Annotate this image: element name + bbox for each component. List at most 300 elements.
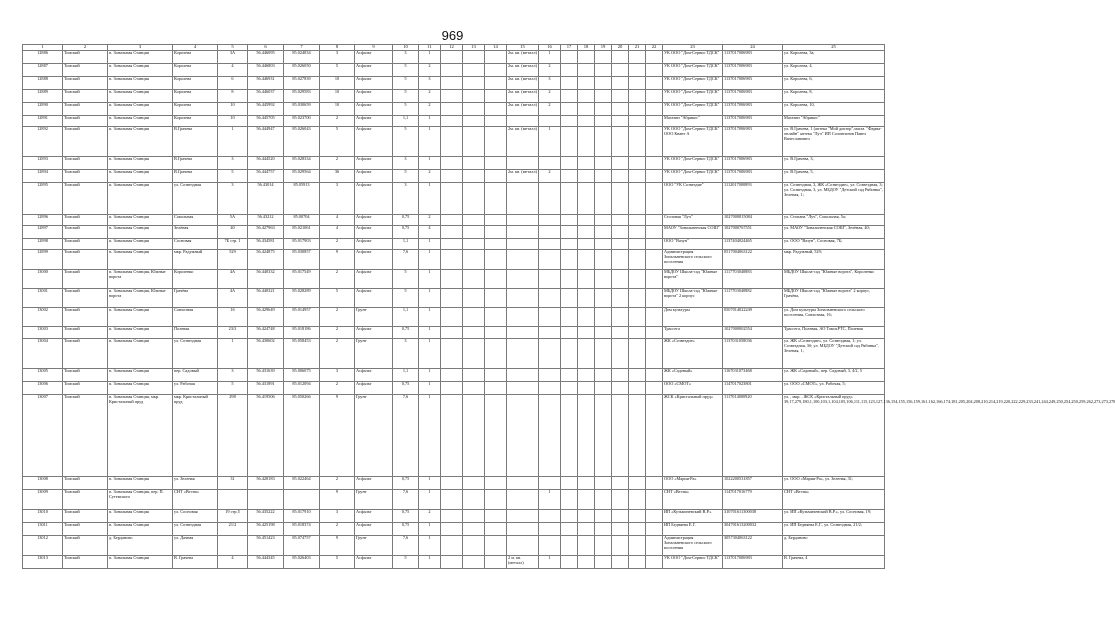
table-cell: [629, 510, 646, 523]
table-cell: [595, 157, 612, 170]
table-cell: 529: [218, 250, 248, 270]
column-number: 18: [578, 45, 595, 51]
table-cell: [578, 51, 595, 64]
table-cell: [485, 51, 507, 64]
table-cell: ул. Созвездная, 3, ЖК «Созвездие», ул. Созвездная, 3; ул. Созвездная, 3, ул. МБДОУ "Детский сад Рябинка", Зеленая, 1;: [783, 183, 885, 215]
table-cell: Трассега: [663, 327, 723, 339]
table-cell: 1: [419, 116, 441, 127]
column-number: 14: [485, 45, 507, 51]
table-cell: [284, 490, 320, 510]
table-cell: 5: [393, 103, 419, 116]
table-cell: 1: [419, 157, 441, 170]
table-cell: [561, 183, 578, 215]
table-cell: [463, 116, 485, 127]
table-cell: [441, 90, 463, 103]
table-cell: 2: [419, 103, 441, 116]
table-cell: [539, 157, 561, 170]
table-row: [23, 127, 885, 157]
table-cell: 2: [320, 270, 355, 289]
table-cell: [539, 369, 561, 382]
table-cell: [595, 51, 612, 64]
table-cell: [463, 51, 485, 64]
table-cell: 0,75: [393, 510, 419, 523]
table-cell: [561, 523, 578, 536]
table-cell: [248, 490, 284, 510]
table-cell: 5: [320, 64, 355, 77]
table-cell: [485, 289, 507, 308]
table-cell: Асфальт: [355, 64, 393, 77]
table-cell: п. Зональная Станция, Южные ворота: [108, 270, 173, 289]
table-cell: Королева: [173, 77, 218, 90]
table-cell: [578, 477, 595, 490]
column-number: 20: [612, 45, 629, 51]
table-cell: Томский: [63, 239, 108, 250]
table-row: [23, 510, 885, 523]
table-cell: [441, 77, 463, 90]
table-cell: [441, 116, 463, 127]
table-cell: УК ООО "Дом-Сервис ТДСК" ООО Квант А: [663, 127, 723, 157]
table-cell: 2: [539, 170, 561, 183]
table-cell: МАОУ "Зональненская СОШ": [663, 226, 723, 239]
table-cell: [485, 170, 507, 183]
table-cell: В.Грачева: [173, 127, 218, 157]
table-cell: [629, 170, 646, 183]
table-cell: [629, 250, 646, 270]
table-cell: Томский: [63, 127, 108, 157]
table-row: [23, 250, 885, 270]
table-cell: 7,6: [393, 490, 419, 510]
table-cell: [485, 523, 507, 536]
table-cell: [507, 536, 539, 556]
column-number: 6: [248, 45, 284, 51]
table-cell: Асфальт: [355, 215, 393, 226]
table-cell: 85.012094: [284, 382, 320, 395]
table-cell: 5: [393, 556, 419, 569]
table-cell: [507, 308, 539, 327]
table-cell: [612, 490, 629, 510]
table-cell: 3: [419, 77, 441, 90]
table-cell: Грунт: [355, 490, 393, 510]
table-cell: 9: [320, 395, 355, 477]
table-cell: [507, 523, 539, 536]
table-cell: ул. Рабочая: [173, 382, 218, 395]
table-cell: Грунт: [355, 395, 393, 477]
table-cell: [441, 536, 463, 556]
table-cell: 56.424875: [248, 250, 284, 270]
table-cell: ул. Королева, 6,: [783, 77, 885, 90]
table-cell: 56.424748: [248, 327, 284, 339]
table-cell: ул. Дом культуры Зональненского сельского поселения, Совхозная, 16;: [783, 308, 885, 327]
table-row: [23, 369, 885, 382]
table-cell: [595, 289, 612, 308]
table-cell: 5: [393, 270, 419, 289]
table-cell: 1137017006983: [723, 170, 783, 183]
table-cell: 10: [218, 103, 248, 116]
table-cell: [463, 226, 485, 239]
table-cell: [612, 477, 629, 490]
table-cell: [578, 90, 595, 103]
table-cell: Томский: [63, 183, 108, 215]
table-cell: [595, 127, 612, 157]
table-cell: 13011: [23, 523, 63, 536]
table-cell: [507, 510, 539, 523]
table-cell: [485, 127, 507, 157]
table-cell: ул. Королева, 3а,: [783, 51, 885, 64]
table-cell: [561, 103, 578, 116]
table-cell: [629, 308, 646, 327]
table-cell: 298: [218, 395, 248, 477]
table-cell: [595, 170, 612, 183]
table-cell: 56.419506: [248, 395, 284, 477]
table-cell: Столовая "Луч": [663, 215, 723, 226]
table-cell: 2м. кв. (металл): [507, 103, 539, 116]
table-cell: [441, 226, 463, 239]
table-cell: [507, 239, 539, 250]
table-cell: [463, 556, 485, 569]
table-cell: 3: [393, 183, 419, 215]
table-cell: [629, 339, 646, 369]
table-cell: 3: [393, 51, 419, 64]
table-cell: [463, 308, 485, 327]
table-cell: 6: [218, 77, 248, 90]
table-cell: 1: [419, 523, 441, 536]
table-cell: [612, 270, 629, 289]
table-cell: [561, 395, 578, 477]
table-cell: 1137017006983: [723, 90, 783, 103]
table-cell: [485, 90, 507, 103]
table-cell: [561, 226, 578, 239]
table-cell: 13005: [23, 369, 63, 382]
table-cell: [578, 77, 595, 90]
table-cell: [539, 382, 561, 395]
table-cell: [441, 51, 463, 64]
table-cell: 1137017006983: [723, 77, 783, 90]
table-cell: 56.427963: [248, 226, 284, 239]
table-cell: 85.026050: [284, 64, 320, 77]
table-cell: [485, 103, 507, 116]
table-cell: [539, 327, 561, 339]
table-cell: 5: [218, 170, 248, 183]
table-cell: 4: [320, 215, 355, 226]
table-cell: [485, 157, 507, 170]
table-cell: [629, 536, 646, 556]
table-cell: 1: [419, 395, 441, 477]
table-cell: [629, 477, 646, 490]
table-cell: Совхозная: [173, 308, 218, 327]
table-cell: 13002: [23, 308, 63, 327]
table-cell: [578, 556, 595, 569]
table-cell: 21/2: [218, 523, 248, 536]
table-cell: 56.451423: [248, 536, 284, 556]
table-cell: Томский: [63, 536, 108, 556]
table-cell: [595, 369, 612, 382]
table-cell: [507, 183, 539, 215]
table-cell: [539, 226, 561, 239]
table-cell: 1137017006983: [723, 116, 783, 127]
table-cell: Асфальт: [355, 327, 393, 339]
table-cell: п. Зональная Станция: [108, 90, 173, 103]
table-cell: ул. Стопана "Луч", Сокольная, 5а;: [783, 215, 885, 226]
table-cell: [578, 308, 595, 327]
table-cell: Томский: [63, 116, 108, 127]
table-cell: [507, 490, 539, 510]
table-cell: [441, 327, 463, 339]
table-cell: [612, 536, 629, 556]
table-cell: [463, 523, 485, 536]
table-cell: [595, 90, 612, 103]
table-cell: [612, 127, 629, 157]
table-cell: 12899: [23, 250, 63, 270]
table-cell: [463, 536, 485, 556]
column-number: 9: [355, 45, 393, 51]
table-cell: [578, 157, 595, 170]
table-cell: [595, 556, 612, 569]
table-cell: [485, 215, 507, 226]
table-cell: п. Зональная Станция: [108, 170, 173, 183]
table-cell: 56.429649: [248, 308, 284, 327]
table-cell: [463, 170, 485, 183]
table-cell: [507, 327, 539, 339]
table-cell: МБДОУ Школа-сад "Южные ворота" 2 корпус: [663, 289, 723, 308]
table-cell: 85.058453: [284, 339, 320, 369]
table-cell: ул. ООО «Мария-Ра», ул. Зеленая, 31;: [783, 477, 885, 490]
table-cell: пер. Садовый: [173, 369, 218, 382]
table-cell: 2: [320, 339, 355, 369]
table-cell: 12896: [23, 215, 63, 226]
table-cell: 56.444520: [248, 157, 284, 170]
table-cell: [612, 215, 629, 226]
table-cell: 1022200531857: [723, 477, 783, 490]
table-row: [23, 289, 885, 308]
column-number: 5: [218, 45, 248, 51]
table-cell: [612, 510, 629, 523]
table-cell: Томский: [63, 369, 108, 382]
table-cell: ИП «Кузьмичевский В.Р.»: [663, 510, 723, 523]
table-cell: ул. Королева, 4,: [783, 64, 885, 77]
table-cell: Томский: [63, 523, 108, 536]
table-cell: 56.446037: [248, 90, 284, 103]
table-cell: [629, 90, 646, 103]
table-cell: 31: [218, 477, 248, 490]
table-cell: [561, 327, 578, 339]
table-cell: [561, 382, 578, 395]
table-cell: [595, 308, 612, 327]
column-number: 10: [393, 45, 419, 51]
table-cell: 1: [419, 270, 441, 289]
table-cell: [646, 90, 663, 103]
table-cell: [612, 556, 629, 569]
table-cell: 1: [419, 556, 441, 569]
table-cell: СНТ «Весна»: [663, 490, 723, 510]
table-cell: 3: [320, 183, 355, 215]
table-cell: 1: [419, 239, 441, 250]
table-cell: [485, 64, 507, 77]
table-cell: [629, 51, 646, 64]
table-cell: [441, 215, 463, 226]
table-cell: 2: [320, 327, 355, 339]
table-cell: 85.021061: [284, 226, 320, 239]
table-cell: [646, 395, 663, 477]
table-cell: Асфальт: [355, 103, 393, 116]
table-cell: Асфальт: [355, 157, 393, 170]
table-cell: В.Грачева: [173, 170, 218, 183]
table-cell: [463, 369, 485, 382]
table-cell: 3: [320, 510, 355, 523]
table-cell: [441, 369, 463, 382]
table-cell: Асфальт: [355, 226, 393, 239]
table-cell: 12889: [23, 90, 63, 103]
table-cell: [485, 339, 507, 369]
table-row: [23, 536, 885, 556]
table-cell: [646, 51, 663, 64]
table-cell: [629, 556, 646, 569]
table-cell: [646, 239, 663, 250]
table-cell: [629, 395, 646, 477]
table-cell: [595, 64, 612, 77]
table-cell: 2: [419, 510, 441, 523]
table-cell: [646, 339, 663, 369]
table-cell: Королева: [173, 103, 218, 116]
table-cell: [595, 490, 612, 510]
table-cell: 85.018374: [284, 523, 320, 536]
table-cell: [539, 215, 561, 226]
table-cell: 56.431891: [248, 382, 284, 395]
table-cell: 9: [320, 536, 355, 556]
column-number: 1: [23, 45, 63, 51]
table-cell: 1147017023801: [723, 382, 783, 395]
table-cell: [646, 170, 663, 183]
table-cell: 1137017006983: [723, 103, 783, 116]
table-cell: [507, 157, 539, 170]
table-cell: 85.017910: [284, 510, 320, 523]
table-cell: [595, 382, 612, 395]
table-cell: [629, 64, 646, 77]
table-cell: [441, 308, 463, 327]
table-cell: [218, 490, 248, 510]
column-number: 24: [723, 45, 783, 51]
table-cell: 1: [419, 183, 441, 215]
table-cell: Асфальт: [355, 127, 393, 157]
table-cell: [463, 157, 485, 170]
table-cell: 85.023700: [284, 116, 320, 127]
table-row: [23, 308, 885, 327]
table-cell: 4: [218, 64, 248, 77]
table-cell: п. Зональная Станция: [108, 339, 173, 369]
table-cell: [612, 103, 629, 116]
table-cell: УК ООО "Дом-Сервис ТДСК": [663, 51, 723, 64]
table-cell: [612, 51, 629, 64]
table-cell: Короленко: [173, 270, 218, 289]
table-cell: Грунт: [355, 308, 393, 327]
table-cell: Асфальт: [355, 239, 393, 250]
table-cell: [441, 556, 463, 569]
table-cell: 56.435222: [248, 510, 284, 523]
table-cell: 12898: [23, 239, 63, 250]
table-cell: [441, 339, 463, 369]
table-cell: ООО "УК Созвездие": [663, 183, 723, 215]
table-cell: [539, 339, 561, 369]
table-cell: Магазин "Абрикос": [783, 116, 885, 127]
table-cell: 5: [320, 556, 355, 569]
table-cell: [463, 90, 485, 103]
table-cell: [578, 170, 595, 183]
column-number: 21: [629, 45, 646, 51]
table-cell: мкр. Кристальный пруд: [173, 395, 218, 477]
table-cell: ул. Созвездная: [173, 523, 218, 536]
table-cell: 1137017006983: [723, 64, 783, 77]
register-table: [22, 44, 1115, 569]
table-cell: Асфальт: [355, 382, 393, 395]
table-cell: Томский: [63, 490, 108, 510]
table-cell: [646, 226, 663, 239]
table-cell: Томский: [63, 339, 108, 369]
table-cell: 0,75: [393, 477, 419, 490]
table-cell: [629, 289, 646, 308]
table-cell: 1: [419, 382, 441, 395]
table-cell: [507, 369, 539, 382]
table-cell: 23/3: [218, 327, 248, 339]
table-cell: [485, 183, 507, 215]
table-cell: [629, 490, 646, 510]
table-cell: Томский: [63, 382, 108, 395]
table-cell: 13012: [23, 536, 63, 556]
table-cell: [539, 239, 561, 250]
table-cell: Томский: [63, 51, 108, 64]
table-cell: [646, 490, 663, 510]
table-cell: [578, 382, 595, 395]
table-cell: Томский: [63, 289, 108, 308]
table-cell: [612, 523, 629, 536]
table-cell: [561, 170, 578, 183]
table-cell: [463, 395, 485, 477]
table-cell: [561, 51, 578, 64]
table-cell: Асфальт: [355, 369, 393, 382]
table-cell: 13004: [23, 339, 63, 369]
table-cell: [595, 239, 612, 250]
column-number: 25: [783, 45, 885, 51]
table-cell: 56.43014: [248, 183, 284, 215]
table-cell: ул. МАОУ "Зональненская СОШ", Зелёная, 40;: [783, 226, 885, 239]
table-cell: п. Зональная Станция: [108, 308, 173, 327]
table-cell: [441, 490, 463, 510]
table-cell: Томский: [63, 477, 108, 490]
column-number: 3: [108, 45, 173, 51]
table-cell: В. Грачева, 4: [783, 556, 885, 569]
table-cell: ул. Сосновая: [173, 510, 218, 523]
table-row: [23, 183, 885, 215]
table-cell: [485, 270, 507, 289]
table-cell: 1147017016779: [723, 490, 783, 510]
table-cell: 1,1: [393, 308, 419, 327]
table-cell: [612, 395, 629, 477]
table-cell: [595, 270, 612, 289]
table-cell: [646, 103, 663, 116]
table-cell: д. Берданово: [783, 536, 885, 556]
table-cell: Томский: [63, 327, 108, 339]
table-cell: мкр. Радужный, 529;: [783, 250, 885, 270]
table-cell: [578, 215, 595, 226]
table-cell: [612, 64, 629, 77]
table-cell: УК ООО "Дом-Сервис ТДСК": [663, 77, 723, 90]
table-cell: 5: [393, 90, 419, 103]
table-cell: ул. В.Грачева, 3,: [783, 157, 885, 170]
table-cell: Асфальт: [355, 170, 393, 183]
table-cell: [441, 382, 463, 395]
table-cell: 1: [539, 51, 561, 64]
table-cell: 9: [320, 250, 355, 270]
table-cell: 36: [320, 170, 355, 183]
table-cell: [646, 308, 663, 327]
